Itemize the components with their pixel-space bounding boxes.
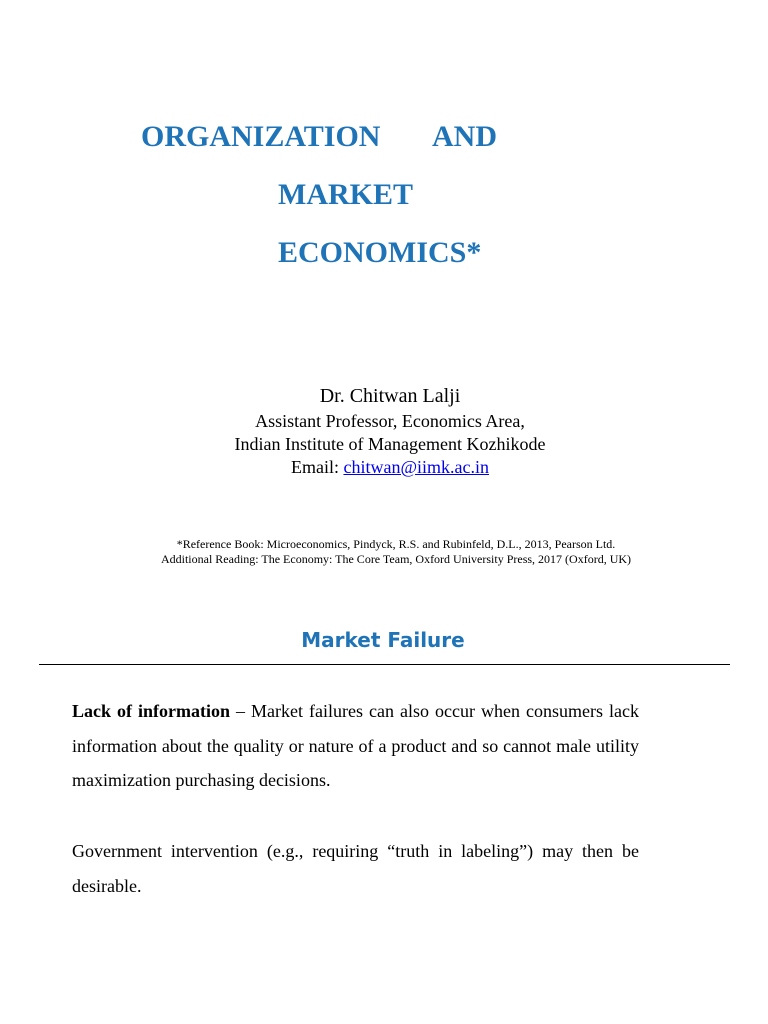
- title-word-economics: ECONOMICS*: [278, 236, 482, 269]
- paragraph-body-text: – Market failures can also occur when consumers lack information about the quality or nature of a product and so cannot male utility maximization purchasing decisions.: [72, 701, 639, 790]
- email-label: Email:: [290, 457, 344, 477]
- title-word-market: MARKET: [278, 178, 413, 211]
- email-link[interactable]: chitwan@iimk.ac.in: [343, 457, 490, 477]
- title-word-and: AND: [432, 120, 497, 153]
- reference-book: *Reference Book: Microeconomics, Pindyck, R.S. and Rubinfeld, D.L., 2013, Pearson Ltd.: [176, 537, 616, 551]
- section-divider: [39, 664, 730, 665]
- additional-reading: Additional Reading: The Economy: The Core Team, Oxford University Press, 2017 (Oxford, UK): [160, 552, 632, 566]
- paragraph-government-intervention: Government intervention (e.g., requiring “truth in labeling”) may then be desirable.: [72, 841, 639, 896]
- author-role: Assistant Professor, Economics Area,: [255, 411, 525, 431]
- paragraph-lack-of-information: [72, 694, 639, 798]
- section-title: Market Failure: [301, 628, 465, 652]
- title-word-organization: ORGANIZATION: [141, 120, 381, 153]
- paragraph-bold-term: Lack of information: [72, 701, 231, 721]
- author-institute: Indian Institute of Management Kozhikode: [234, 434, 546, 454]
- author-name: Dr. Chitwan Lalji: [319, 385, 461, 407]
- author-email-line: [0, 457, 768, 478]
